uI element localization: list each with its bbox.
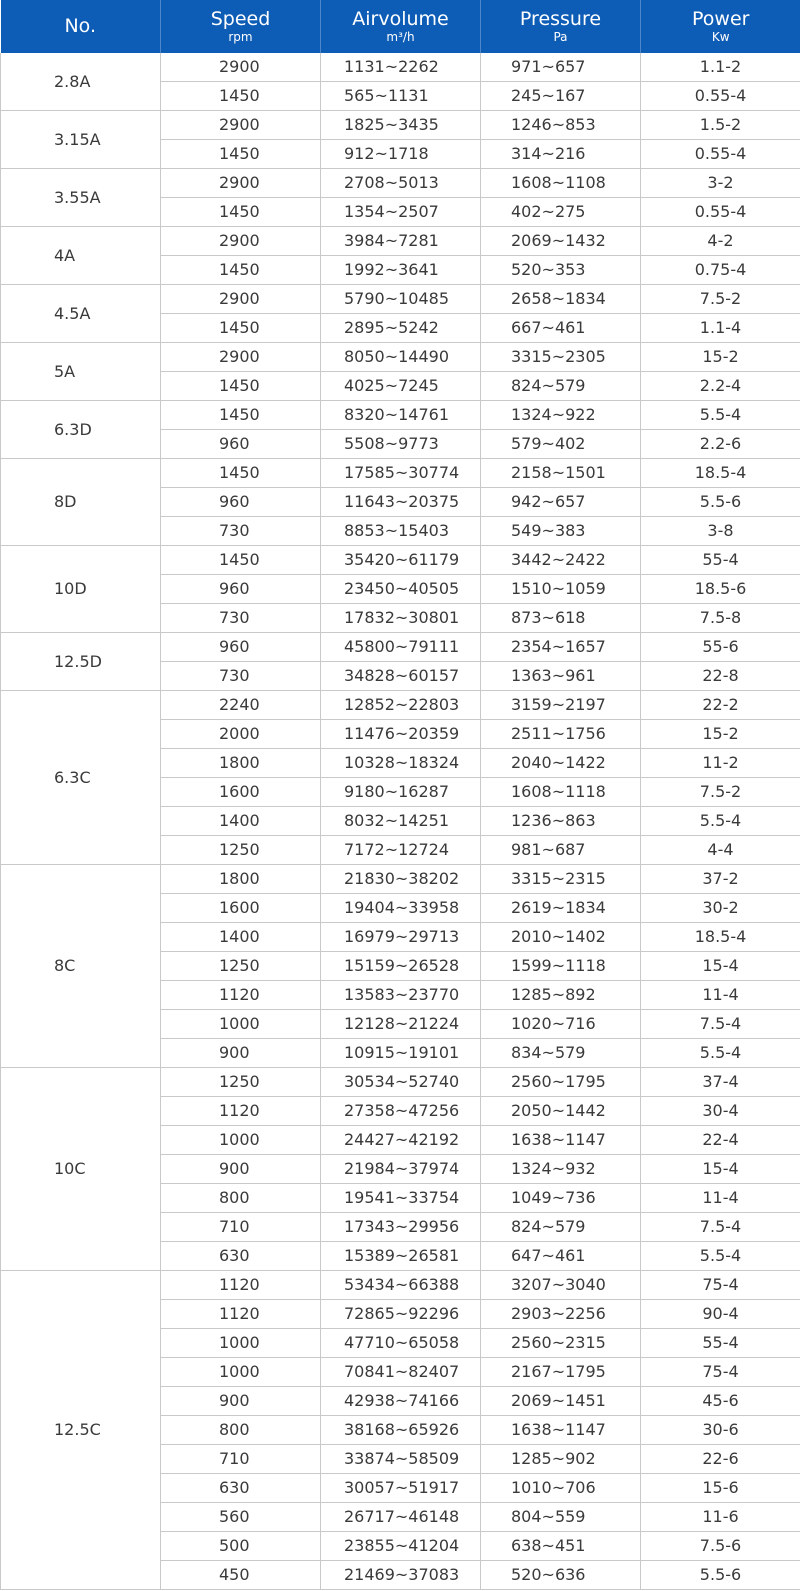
pressure-cell: 520~353 <box>481 256 641 285</box>
table-row <box>1 343 800 372</box>
pressure-cell: 667~461 <box>481 314 641 343</box>
airvolume-cell: 15389~26581 <box>321 1242 481 1271</box>
model-cell: 2.8A <box>1 53 161 111</box>
pressure-cell: 2010~1402 <box>481 923 641 952</box>
power-cell: 11-6 <box>641 1503 800 1532</box>
power-cell: 37-2 <box>641 865 800 894</box>
airvolume-cell: 17585~30774 <box>321 459 481 488</box>
pressure-cell: 1285~902 <box>481 1445 641 1474</box>
pressure-cell: 2040~1422 <box>481 749 641 778</box>
pressure-cell: 1608~1108 <box>481 169 641 198</box>
pressure-cell: 549~383 <box>481 517 641 546</box>
speed-cell: 800 <box>161 1184 321 1213</box>
power-cell: 0.55-4 <box>641 198 800 227</box>
airvolume-cell: 30534~52740 <box>321 1068 481 1097</box>
speed-cell: 1600 <box>161 778 321 807</box>
pressure-cell: 873~618 <box>481 604 641 633</box>
speed-cell: 1450 <box>161 314 321 343</box>
speed-cell: 2900 <box>161 169 321 198</box>
header-airvolume-label: Airvolume <box>352 8 449 30</box>
airvolume-cell: 5508~9773 <box>321 430 481 459</box>
header-pressure <box>481 0 641 53</box>
power-cell: 55-4 <box>641 1329 800 1358</box>
speed-cell: 710 <box>161 1213 321 1242</box>
airvolume-cell: 1825~3435 <box>321 111 481 140</box>
airvolume-cell: 24427~42192 <box>321 1126 481 1155</box>
table-row <box>1 1068 800 1097</box>
pressure-cell: 942~657 <box>481 488 641 517</box>
power-cell: 5.5-4 <box>641 1039 800 1068</box>
model-cell: 4.5A <box>1 285 161 343</box>
pressure-cell: 1246~853 <box>481 111 641 140</box>
airvolume-cell: 47710~65058 <box>321 1329 481 1358</box>
pressure-cell: 2158~1501 <box>481 459 641 488</box>
speed-cell: 960 <box>161 488 321 517</box>
power-cell: 30-2 <box>641 894 800 923</box>
table-row <box>1 691 800 720</box>
table-row <box>1 227 800 256</box>
power-cell: 1.1-4 <box>641 314 800 343</box>
power-cell: 4-2 <box>641 227 800 256</box>
speed-cell: 450 <box>161 1561 321 1590</box>
speed-cell: 960 <box>161 575 321 604</box>
speed-cell: 1450 <box>161 546 321 575</box>
pressure-cell: 1324~922 <box>481 401 641 430</box>
pressure-cell: 2167~1795 <box>481 1358 641 1387</box>
table-row <box>1 633 800 662</box>
speed-cell: 1800 <box>161 865 321 894</box>
power-cell: 90-4 <box>641 1300 800 1329</box>
speed-cell: 900 <box>161 1387 321 1416</box>
speed-cell: 1120 <box>161 1300 321 1329</box>
pressure-cell: 1049~736 <box>481 1184 641 1213</box>
power-cell: 18.5-4 <box>641 459 800 488</box>
model-cell: 6.3C <box>1 691 161 865</box>
table-body <box>1 53 800 1590</box>
speed-cell: 2900 <box>161 285 321 314</box>
pressure-cell: 2658~1834 <box>481 285 641 314</box>
pressure-cell: 1236~863 <box>481 807 641 836</box>
pressure-cell: 520~636 <box>481 1561 641 1590</box>
power-cell: 45-6 <box>641 1387 800 1416</box>
pressure-cell: 2511~1756 <box>481 720 641 749</box>
power-cell: 1.5-2 <box>641 111 800 140</box>
power-cell: 5.5-4 <box>641 401 800 430</box>
power-cell: 1.1-2 <box>641 53 800 82</box>
header-row <box>1 0 800 53</box>
power-cell: 0.75-4 <box>641 256 800 285</box>
pressure-cell: 3159~2197 <box>481 691 641 720</box>
power-cell: 18.5-6 <box>641 575 800 604</box>
power-cell: 15-4 <box>641 952 800 981</box>
pressure-cell: 3207~3040 <box>481 1271 641 1300</box>
pressure-cell: 1638~1147 <box>481 1416 641 1445</box>
speed-cell: 710 <box>161 1445 321 1474</box>
table-row <box>1 865 800 894</box>
airvolume-cell: 11643~20375 <box>321 488 481 517</box>
airvolume-cell: 10915~19101 <box>321 1039 481 1068</box>
airvolume-cell: 21469~37083 <box>321 1561 481 1590</box>
model-cell: 12.5C <box>1 1271 161 1590</box>
table-row <box>1 459 800 488</box>
power-cell: 11-2 <box>641 749 800 778</box>
airvolume-cell: 53434~66388 <box>321 1271 481 1300</box>
table-row <box>1 285 800 314</box>
pressure-cell: 638~451 <box>481 1532 641 1561</box>
pressure-cell: 3442~2422 <box>481 546 641 575</box>
model-cell: 8C <box>1 865 161 1068</box>
model-cell: 3.55A <box>1 169 161 227</box>
pressure-cell: 2560~1795 <box>481 1068 641 1097</box>
power-cell: 18.5-4 <box>641 923 800 952</box>
airvolume-cell: 3984~7281 <box>321 227 481 256</box>
pressure-cell: 834~579 <box>481 1039 641 1068</box>
power-cell: 5.5-4 <box>641 1242 800 1271</box>
model-cell: 10C <box>1 1068 161 1271</box>
pressure-cell: 2903~2256 <box>481 1300 641 1329</box>
header-no-label: No. <box>64 15 97 37</box>
power-cell: 7.5-6 <box>641 1532 800 1561</box>
speed-cell: 1000 <box>161 1329 321 1358</box>
header-power-unit: Kw <box>711 30 730 44</box>
pressure-cell: 804~559 <box>481 1503 641 1532</box>
speed-cell: 1450 <box>161 256 321 285</box>
power-cell: 7.5-4 <box>641 1213 800 1242</box>
table-row <box>1 111 800 140</box>
airvolume-cell: 26717~46148 <box>321 1503 481 1532</box>
airvolume-cell: 912~1718 <box>321 140 481 169</box>
speed-cell: 1250 <box>161 952 321 981</box>
speed-cell: 1450 <box>161 140 321 169</box>
power-cell: 0.55-4 <box>641 82 800 111</box>
speed-cell: 2900 <box>161 53 321 82</box>
table-row <box>1 169 800 198</box>
pressure-cell: 1285~892 <box>481 981 641 1010</box>
pressure-cell: 1510~1059 <box>481 575 641 604</box>
pressure-cell: 1020~716 <box>481 1010 641 1039</box>
speed-cell: 2900 <box>161 111 321 140</box>
airvolume-cell: 2895~5242 <box>321 314 481 343</box>
pressure-cell: 579~402 <box>481 430 641 459</box>
power-cell: 30-6 <box>641 1416 800 1445</box>
power-cell: 2.2-4 <box>641 372 800 401</box>
speed-cell: 1000 <box>161 1358 321 1387</box>
pressure-cell: 314~216 <box>481 140 641 169</box>
airvolume-cell: 16979~29713 <box>321 923 481 952</box>
table-header <box>1 0 800 53</box>
airvolume-cell: 12128~21224 <box>321 1010 481 1039</box>
speed-cell: 960 <box>161 430 321 459</box>
power-cell: 0.55-4 <box>641 140 800 169</box>
airvolume-cell: 45800~79111 <box>321 633 481 662</box>
power-cell: 5.5-6 <box>641 488 800 517</box>
speed-cell: 2900 <box>161 227 321 256</box>
speed-cell: 800 <box>161 1416 321 1445</box>
airvolume-cell: 23855~41204 <box>321 1532 481 1561</box>
airvolume-cell: 9180~16287 <box>321 778 481 807</box>
model-cell: 10D <box>1 546 161 633</box>
airvolume-cell: 10328~18324 <box>321 749 481 778</box>
pressure-cell: 3315~2305 <box>481 343 641 372</box>
model-cell: 4A <box>1 227 161 285</box>
model-cell: 3.15A <box>1 111 161 169</box>
speed-cell: 730 <box>161 517 321 546</box>
pressure-cell: 647~461 <box>481 1242 641 1271</box>
power-cell: 4-4 <box>641 836 800 865</box>
header-airvolume <box>321 0 481 53</box>
speed-cell: 730 <box>161 604 321 633</box>
airvolume-cell: 21984~37974 <box>321 1155 481 1184</box>
power-cell: 5.5-4 <box>641 807 800 836</box>
speed-cell: 1250 <box>161 836 321 865</box>
power-cell: 7.5-2 <box>641 778 800 807</box>
pressure-cell: 3315~2315 <box>481 865 641 894</box>
speed-cell: 1450 <box>161 82 321 111</box>
airvolume-cell: 30057~51917 <box>321 1474 481 1503</box>
airvolume-cell: 17343~29956 <box>321 1213 481 1242</box>
power-cell: 55-4 <box>641 546 800 575</box>
pressure-cell: 2354~1657 <box>481 633 641 662</box>
speed-cell: 2000 <box>161 720 321 749</box>
airvolume-cell: 38168~65926 <box>321 1416 481 1445</box>
power-cell: 75-4 <box>641 1358 800 1387</box>
airvolume-cell: 8050~14490 <box>321 343 481 372</box>
airvolume-cell: 1354~2507 <box>321 198 481 227</box>
power-cell: 3-2 <box>641 169 800 198</box>
power-cell: 15-6 <box>641 1474 800 1503</box>
airvolume-cell: 1131~2262 <box>321 53 481 82</box>
pressure-cell: 1608~1118 <box>481 778 641 807</box>
power-cell: 15-4 <box>641 1155 800 1184</box>
speed-cell: 730 <box>161 662 321 691</box>
table-row <box>1 1271 800 1300</box>
airvolume-cell: 8853~15403 <box>321 517 481 546</box>
speed-cell: 1000 <box>161 1126 321 1155</box>
header-speed-label: Speed <box>210 8 271 30</box>
power-cell: 30-4 <box>641 1097 800 1126</box>
airvolume-cell: 23450~40505 <box>321 575 481 604</box>
airvolume-cell: 19404~33958 <box>321 894 481 923</box>
airvolume-cell: 4025~7245 <box>321 372 481 401</box>
airvolume-cell: 8032~14251 <box>321 807 481 836</box>
speed-cell: 1450 <box>161 459 321 488</box>
header-no <box>1 0 161 53</box>
speed-cell: 1400 <box>161 807 321 836</box>
speed-cell: 560 <box>161 1503 321 1532</box>
pressure-cell: 1324~932 <box>481 1155 641 1184</box>
speed-cell: 2900 <box>161 343 321 372</box>
speed-cell: 1000 <box>161 1010 321 1039</box>
speed-cell: 960 <box>161 633 321 662</box>
airvolume-cell: 70841~82407 <box>321 1358 481 1387</box>
airvolume-cell: 72865~92296 <box>321 1300 481 1329</box>
pressure-cell: 2050~1442 <box>481 1097 641 1126</box>
airvolume-cell: 27358~47256 <box>321 1097 481 1126</box>
pressure-cell: 2069~1432 <box>481 227 641 256</box>
power-cell: 37-4 <box>641 1068 800 1097</box>
table-row <box>1 546 800 575</box>
model-cell: 6.3D <box>1 401 161 459</box>
airvolume-cell: 15159~26528 <box>321 952 481 981</box>
model-cell: 8D <box>1 459 161 546</box>
pressure-cell: 1638~1147 <box>481 1126 641 1155</box>
power-cell: 22-2 <box>641 691 800 720</box>
power-cell: 7.5-2 <box>641 285 800 314</box>
power-cell: 11-4 <box>641 981 800 1010</box>
speed-cell: 900 <box>161 1039 321 1068</box>
speed-cell: 900 <box>161 1155 321 1184</box>
pressure-cell: 981~687 <box>481 836 641 865</box>
airvolume-cell: 12852~22803 <box>321 691 481 720</box>
power-cell: 7.5-4 <box>641 1010 800 1039</box>
speed-cell: 1600 <box>161 894 321 923</box>
airvolume-cell: 5790~10485 <box>321 285 481 314</box>
speed-cell: 1450 <box>161 372 321 401</box>
header-speed-unit: rpm <box>228 30 253 44</box>
airvolume-cell: 1992~3641 <box>321 256 481 285</box>
airvolume-cell: 42938~74166 <box>321 1387 481 1416</box>
speed-cell: 630 <box>161 1474 321 1503</box>
airvolume-cell: 565~1131 <box>321 82 481 111</box>
airvolume-cell: 19541~33754 <box>321 1184 481 1213</box>
power-cell: 5.5-6 <box>641 1561 800 1590</box>
airvolume-cell: 21830~38202 <box>321 865 481 894</box>
pressure-cell: 971~657 <box>481 53 641 82</box>
power-cell: 22-6 <box>641 1445 800 1474</box>
header-speed <box>161 0 321 53</box>
model-cell: 5A <box>1 343 161 401</box>
pressure-cell: 2619~1834 <box>481 894 641 923</box>
pressure-cell: 824~579 <box>481 372 641 401</box>
airvolume-cell: 7172~12724 <box>321 836 481 865</box>
header-pressure-unit: Pa <box>553 30 568 44</box>
header-pressure-label: Pressure <box>519 8 602 30</box>
airvolume-cell: 35420~61179 <box>321 546 481 575</box>
speed-cell: 1120 <box>161 981 321 1010</box>
header-power-label: Power <box>692 8 750 30</box>
airvolume-cell: 2708~5013 <box>321 169 481 198</box>
airvolume-cell: 11476~20359 <box>321 720 481 749</box>
airvolume-cell: 13583~23770 <box>321 981 481 1010</box>
model-cell: 12.5D <box>1 633 161 691</box>
airvolume-cell: 33874~58509 <box>321 1445 481 1474</box>
airvolume-cell: 34828~60157 <box>321 662 481 691</box>
power-cell: 11-4 <box>641 1184 800 1213</box>
pressure-cell: 245~167 <box>481 82 641 111</box>
pressure-cell: 1599~1118 <box>481 952 641 981</box>
power-cell: 22-4 <box>641 1126 800 1155</box>
power-cell: 55-6 <box>641 633 800 662</box>
speed-cell: 1450 <box>161 401 321 430</box>
speed-cell: 1450 <box>161 198 321 227</box>
table-row <box>1 401 800 430</box>
power-cell: 2.2-6 <box>641 430 800 459</box>
speed-cell: 1120 <box>161 1271 321 1300</box>
pressure-cell: 1363~961 <box>481 662 641 691</box>
pressure-cell: 2069~1451 <box>481 1387 641 1416</box>
speed-cell: 500 <box>161 1532 321 1561</box>
speed-cell: 630 <box>161 1242 321 1271</box>
pressure-cell: 2560~2315 <box>481 1329 641 1358</box>
power-cell: 15-2 <box>641 343 800 372</box>
header-airvolume-unit: m³/h <box>386 30 415 44</box>
speed-cell: 1800 <box>161 749 321 778</box>
pressure-cell: 824~579 <box>481 1213 641 1242</box>
table-row <box>1 53 800 82</box>
power-cell: 7.5-8 <box>641 604 800 633</box>
pressure-cell: 1010~706 <box>481 1474 641 1503</box>
header-power <box>641 0 800 53</box>
power-cell: 3-8 <box>641 517 800 546</box>
speed-cell: 1250 <box>161 1068 321 1097</box>
speed-cell: 2240 <box>161 691 321 720</box>
speed-cell: 1120 <box>161 1097 321 1126</box>
airvolume-cell: 8320~14761 <box>321 401 481 430</box>
pressure-cell: 402~275 <box>481 198 641 227</box>
power-cell: 15-2 <box>641 720 800 749</box>
speed-cell: 1400 <box>161 923 321 952</box>
power-cell: 22-8 <box>641 662 800 691</box>
power-cell: 75-4 <box>641 1271 800 1300</box>
airvolume-cell: 17832~30801 <box>321 604 481 633</box>
